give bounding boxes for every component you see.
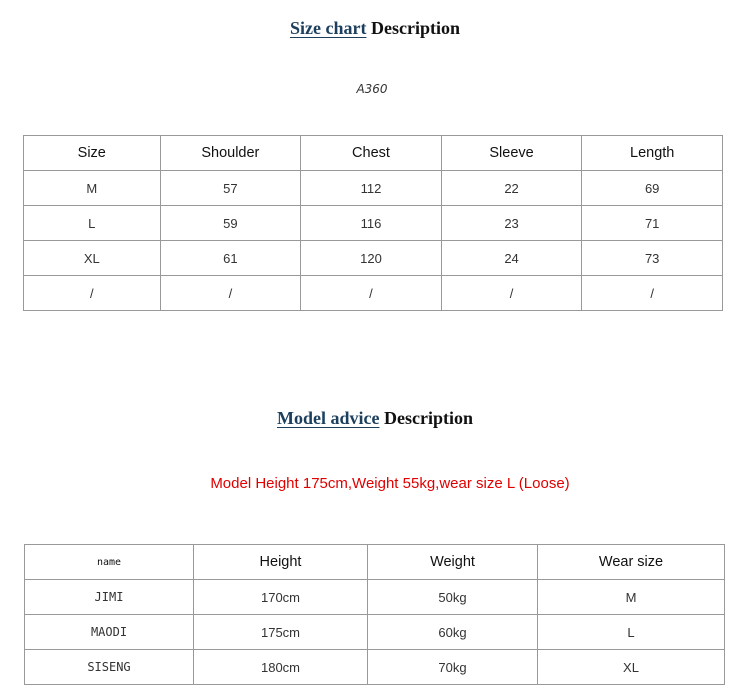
table-cell: 69 xyxy=(582,171,723,206)
header-sleeve: Sleeve xyxy=(441,136,582,171)
header-size: Size xyxy=(24,136,161,171)
table-cell: 180cm xyxy=(194,650,368,685)
table-cell: 22 xyxy=(441,171,582,206)
table-cell: 24 xyxy=(441,241,582,276)
header-length: Length xyxy=(582,136,723,171)
table-cell: L xyxy=(24,206,161,241)
model-advice-table xyxy=(24,544,725,685)
table-cell: 57 xyxy=(160,171,301,206)
table-cell: 170cm xyxy=(194,580,368,615)
size-chart-title: Size chart xyxy=(290,18,367,38)
table-cell: 50kg xyxy=(368,580,538,615)
table-cell: / xyxy=(301,276,442,311)
table-cell: JIMI xyxy=(25,580,194,615)
table-row xyxy=(24,241,723,276)
table-row xyxy=(25,580,725,615)
header-chest: Chest xyxy=(301,136,442,171)
table-cell: 59 xyxy=(160,206,301,241)
product-code: A360 xyxy=(356,82,388,96)
model-advice-title-rest: Description xyxy=(383,408,473,428)
table-cell: / xyxy=(441,276,582,311)
table-cell: XL xyxy=(538,650,725,685)
table-cell: / xyxy=(160,276,301,311)
table-row xyxy=(25,650,725,685)
header-shoulder: Shoulder xyxy=(160,136,301,171)
table-cell: 73 xyxy=(582,241,723,276)
model-advice-title: Model advice xyxy=(277,408,380,428)
size-chart-title-rest: Description xyxy=(370,18,460,38)
table-cell: 120 xyxy=(301,241,442,276)
table-cell: 23 xyxy=(441,206,582,241)
table-row xyxy=(24,206,723,241)
table-cell: 61 xyxy=(160,241,301,276)
header-weight: Weight xyxy=(368,545,538,580)
table-header-row xyxy=(25,545,725,580)
model-advice-heading xyxy=(0,408,750,429)
table-cell: 112 xyxy=(301,171,442,206)
table-row xyxy=(25,615,725,650)
table-cell: MAODI xyxy=(25,615,194,650)
size-chart-heading xyxy=(0,18,750,39)
table-cell: L xyxy=(538,615,725,650)
table-cell: M xyxy=(24,171,161,206)
model-note: Model Height 175cm,Weight 55kg,wear size L (Loose) xyxy=(210,475,570,492)
table-header-row xyxy=(24,136,723,171)
table-cell: / xyxy=(582,276,723,311)
table-cell: 71 xyxy=(582,206,723,241)
table-cell: M xyxy=(538,580,725,615)
table-cell: 175cm xyxy=(194,615,368,650)
size-chart-table xyxy=(23,135,723,311)
table-cell: / xyxy=(24,276,161,311)
table-cell: XL xyxy=(24,241,161,276)
table-cell: SISENG xyxy=(25,650,194,685)
table-cell: 70kg xyxy=(368,650,538,685)
header-height: Height xyxy=(194,545,368,580)
header-name: name xyxy=(25,545,194,580)
table-row xyxy=(24,171,723,206)
header-wear-size: Wear size xyxy=(538,545,725,580)
table-cell: 60kg xyxy=(368,615,538,650)
table-row xyxy=(24,276,723,311)
table-cell: 116 xyxy=(301,206,442,241)
